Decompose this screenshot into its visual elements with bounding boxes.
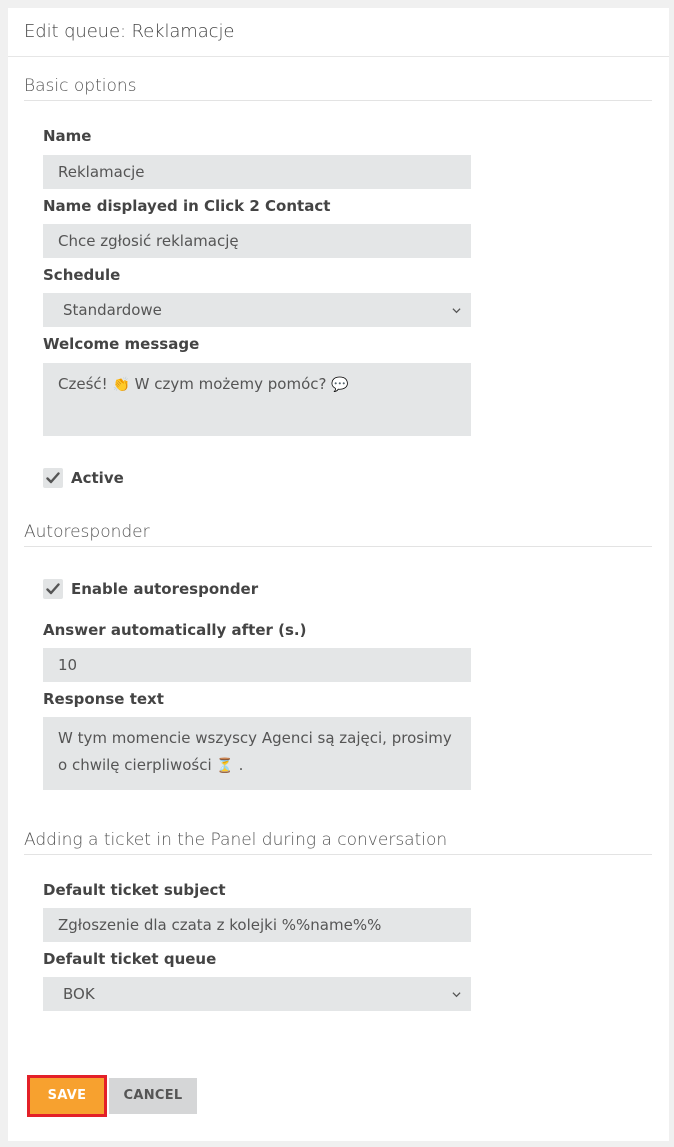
checkmark-icon [46, 583, 60, 595]
enable-autoresponder-checkbox[interactable] [43, 579, 63, 599]
answer-after-input[interactable] [43, 648, 471, 682]
default-ticket-subject-label: Default ticket subject [43, 881, 226, 899]
name-input-value: Reklamacje [58, 163, 145, 181]
section-title-ticket: Adding a ticket in the Panel during a conversation [24, 830, 448, 850]
default-ticket-queue-select[interactable] [43, 977, 471, 1011]
checkmark-icon [46, 472, 60, 484]
active-checkbox[interactable] [43, 468, 63, 488]
chevron-down-icon [452, 990, 461, 999]
schedule-select[interactable] [43, 293, 471, 327]
response-text-label: Response text [43, 690, 164, 708]
save-button[interactable]: SAVE [30, 1078, 104, 1114]
default-ticket-subject-input[interactable] [43, 908, 471, 942]
schedule-label: Schedule [43, 266, 121, 284]
response-text-textarea[interactable] [43, 717, 471, 790]
edit-queue-panel [8, 8, 669, 1141]
hourglass-emoji-icon: ⏳ [216, 758, 234, 774]
name-input[interactable] [43, 155, 471, 189]
answer-after-input-value: 10 [58, 656, 78, 674]
page-title: Edit queue: Reklamacje [24, 21, 235, 42]
display-name-label: Name displayed in Click 2 Contact [43, 197, 331, 215]
welcome-message-label: Welcome message [43, 335, 200, 353]
schedule-select-value: Standardowe [63, 301, 162, 319]
clapping-hands-emoji-icon: 👏 [112, 377, 130, 393]
section-divider [24, 546, 652, 547]
default-ticket-queue-label: Default ticket queue [43, 950, 217, 968]
section-divider [24, 100, 652, 101]
answer-after-label: Answer automatically after (s.) [43, 621, 307, 639]
active-checkbox-label: Active [71, 469, 124, 487]
response-text-end: . [238, 756, 244, 774]
enable-autoresponder-label: Enable autoresponder [71, 580, 259, 598]
response-text-value: W tym momencie wszyscy Agenci są zajęci, prosimy o chwilę cierpliwości [58, 729, 452, 774]
name-label: Name [43, 127, 92, 145]
display-name-input[interactable] [43, 224, 471, 258]
panel-header [8, 8, 669, 57]
welcome-text-part-2: W czym możemy pomóc? [134, 375, 327, 393]
section-title-autoresponder: Autoresponder [24, 522, 150, 542]
chevron-down-icon [452, 306, 461, 315]
default-ticket-queue-value: BOK [63, 985, 95, 1003]
speech-balloon-emoji-icon: 💬 [331, 377, 349, 393]
default-ticket-subject-value: Zgłoszenie dla czata z kolejki %%name%% [58, 916, 382, 934]
cancel-button[interactable]: CANCEL [109, 1078, 197, 1114]
welcome-message-textarea[interactable] [43, 363, 471, 436]
section-divider [24, 854, 652, 855]
display-name-input-value: Chce zgłosić reklamację [58, 232, 239, 250]
welcome-text-part-1: Cześć! [58, 375, 108, 393]
section-title-basic-options: Basic options [24, 76, 137, 96]
